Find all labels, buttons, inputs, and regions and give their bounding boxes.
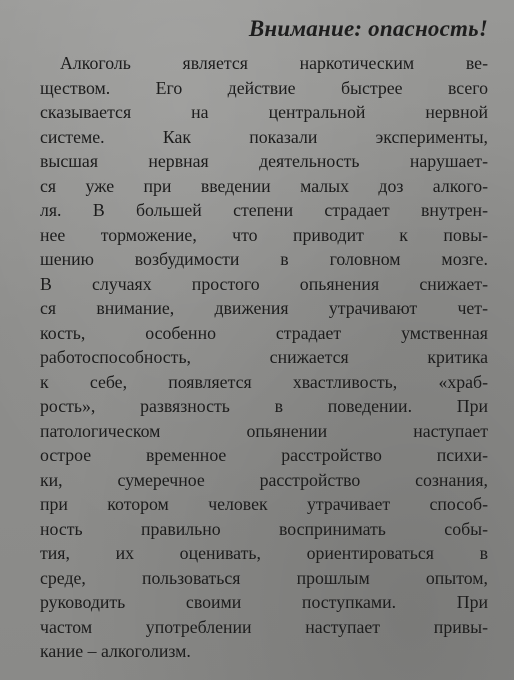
text-line: ки, сумеречное расстройство сознания, [40, 469, 488, 490]
text-line: при котором человек утрачивает способ- [40, 494, 488, 514]
text-line: рость», развязность в поведении. При [40, 396, 488, 416]
text-line: нее торможение, что приводит к повы- [40, 224, 488, 245]
text-line: ность правильно воспринимать собы- [40, 518, 488, 539]
text-line: тия, их оценивать, ориентироваться в [40, 543, 488, 563]
section-heading: Внимание: опасность! [248, 16, 488, 41]
text-line: В случаях простого опьянения снижает- [40, 273, 488, 294]
text-line: острое временное расстройство психи- [40, 445, 488, 465]
text-line: Алкоголь является наркотическим ве- [60, 53, 488, 73]
text-line: ся внимание, движения утрачивают чет- [40, 298, 488, 318]
text-line: патологическом опьянении наступает [40, 420, 488, 441]
text-line: среде, пользоваться прошлым опытом, [40, 567, 488, 588]
text-line: руководить своими поступками. При [40, 592, 488, 612]
text-line: работоспособность, снижается критика [40, 347, 488, 367]
text-line: частом употреблении наступает привы- [40, 616, 488, 637]
text-line: кость, особенно страдает умственная [40, 322, 488, 343]
text-line: ществом. Его действие быстрее всего [40, 77, 488, 98]
text-line: к себе, появляется хвастливость, «храб- [40, 371, 488, 392]
text-line-last: кание – алкоголизм. [40, 641, 191, 661]
text-line: высшая нервная деятельность нарушает- [40, 151, 488, 171]
text-line: системе. Как показали эксперименты, [40, 126, 488, 147]
text-line: сказывается на центральной нервной [40, 102, 488, 122]
text-line: ся уже при введении малых доз алкого- [40, 175, 488, 196]
paragraph [40, 51, 488, 664]
text-line: ля. В большей степени страдает внутрен- [40, 200, 488, 220]
text-line: шению возбудимости в головном мозге. [40, 249, 488, 269]
